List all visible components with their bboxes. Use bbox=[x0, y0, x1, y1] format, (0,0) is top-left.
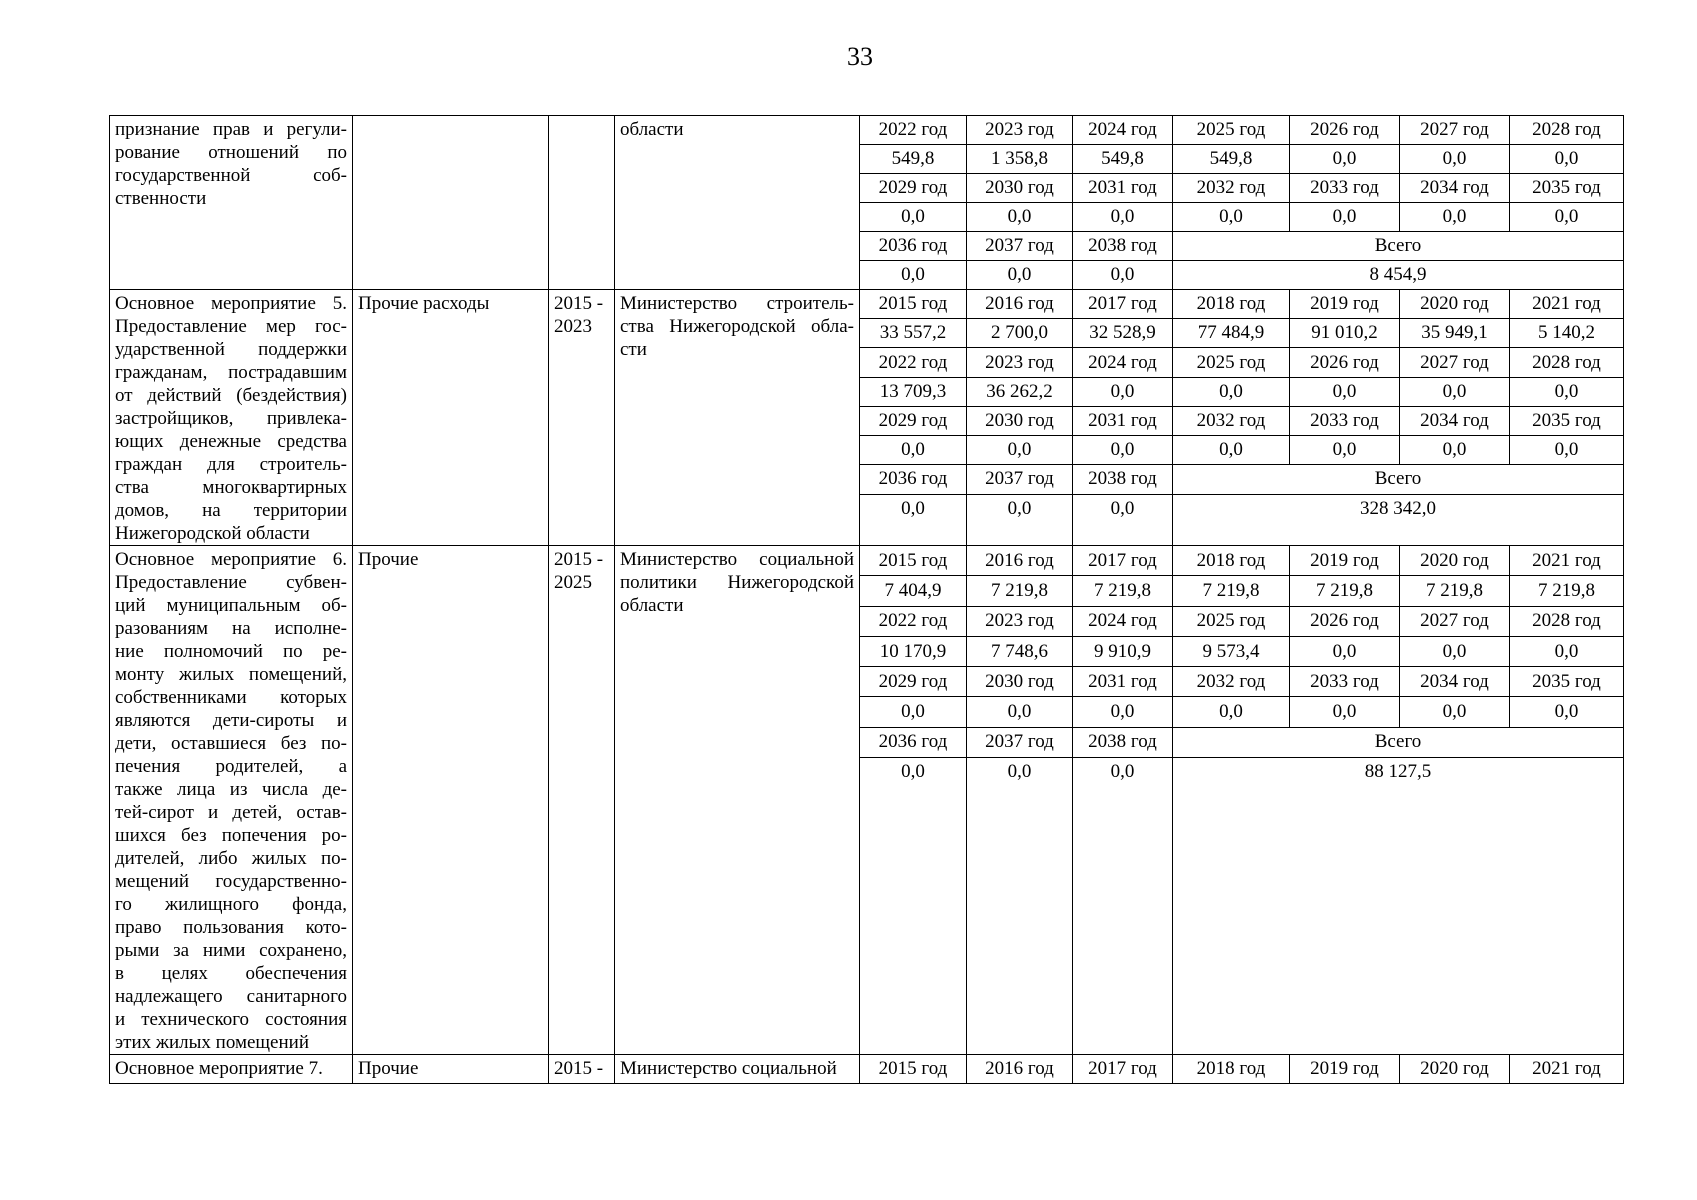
year-header: 2029 год bbox=[860, 174, 967, 203]
year-header: 2019 год bbox=[1290, 290, 1400, 319]
text-line: рыми за ними сохранено, bbox=[115, 940, 347, 961]
page-number: 33 bbox=[847, 42, 873, 71]
year-header: 2021 год bbox=[1510, 546, 1624, 576]
amount-cell: 0,0 bbox=[1290, 636, 1400, 666]
year-header: 2022 год bbox=[860, 348, 967, 377]
year-header: 2027 год bbox=[1400, 606, 1510, 636]
text-line: рование отношений по bbox=[115, 142, 347, 163]
year-header: 2036 год bbox=[860, 232, 967, 261]
year-header: 2015 год bbox=[860, 290, 967, 319]
amount-cell: 0,0 bbox=[967, 758, 1073, 1055]
text-line: дети, оставшиеся без по- bbox=[115, 733, 347, 754]
text-line: граждан для строитель- bbox=[115, 454, 347, 475]
year-header: 2016 год bbox=[967, 290, 1073, 319]
year-header: 2032 год bbox=[1173, 406, 1290, 435]
amount-cell: 0,0 bbox=[1400, 377, 1510, 406]
year-header: 2018 год bbox=[1173, 546, 1290, 576]
text-line: Основное мероприятие 5. bbox=[115, 293, 347, 314]
year-header: 2021 год bbox=[1510, 1055, 1624, 1084]
amount-cell: 7 404,9 bbox=[860, 576, 967, 606]
text-line: ние полномочий по ре- bbox=[115, 641, 347, 662]
amount-cell: 7 748,6 bbox=[967, 636, 1073, 666]
amount-cell: 35 949,1 bbox=[1400, 319, 1510, 348]
text-line: от действий (бездействия) bbox=[115, 385, 347, 406]
amount-cell: 10 170,9 bbox=[860, 636, 967, 666]
text-line: ственности bbox=[115, 188, 207, 209]
total-value: 88 127,5 bbox=[1173, 758, 1624, 1055]
year-header: 2037 год bbox=[967, 727, 1073, 757]
amount-cell: 7 219,8 bbox=[967, 576, 1073, 606]
year-header: 2032 год bbox=[1173, 174, 1290, 203]
text-line: признание прав и регули- bbox=[115, 119, 347, 140]
text-line: политики Нижегородской bbox=[620, 572, 854, 593]
amount-cell: 5 140,2 bbox=[1510, 319, 1624, 348]
year-header: 2020 год bbox=[1400, 546, 1510, 576]
amount-cell: 0,0 bbox=[1073, 494, 1173, 545]
year-header: 2034 год bbox=[1400, 406, 1510, 435]
expense-type-cell bbox=[353, 1055, 549, 1084]
amount-cell: 0,0 bbox=[1400, 697, 1510, 727]
year-header: 2034 год bbox=[1400, 174, 1510, 203]
amount-cell: 0,0 bbox=[1400, 203, 1510, 232]
text-line: в целях обеспечения bbox=[115, 963, 347, 984]
period-cell bbox=[549, 546, 615, 1055]
expense-type-cell bbox=[353, 290, 549, 546]
amount-cell: 549,8 bbox=[860, 145, 967, 174]
text-line: Основное мероприятие 6. bbox=[115, 549, 347, 570]
amount-cell: 0,0 bbox=[1400, 436, 1510, 465]
amount-cell: 0,0 bbox=[1290, 203, 1400, 232]
text-line: домов, на территории bbox=[115, 500, 347, 521]
amount-cell: 0,0 bbox=[1510, 697, 1624, 727]
text-line: дителей, либо жилых по- bbox=[115, 848, 347, 869]
year-header: 2025 год bbox=[1173, 348, 1290, 377]
year-header: 2015 год bbox=[860, 1055, 967, 1084]
text-line: Нижегородской области bbox=[115, 523, 310, 544]
text-line: право пользования кото- bbox=[115, 917, 347, 938]
measure-name-cell bbox=[110, 546, 353, 1055]
amount-cell: 7 219,8 bbox=[1400, 576, 1510, 606]
year-header: 2029 год bbox=[860, 406, 967, 435]
year-header: 2032 год bbox=[1173, 667, 1290, 697]
text-line: Министерство строитель- bbox=[620, 293, 854, 314]
text-line: области bbox=[620, 119, 684, 140]
text-line: ства Нижегородской обла- bbox=[620, 316, 854, 337]
expense-type-cell bbox=[353, 546, 549, 1055]
year-header: 2024 год bbox=[1073, 348, 1173, 377]
total-value: 328 342,0 bbox=[1173, 494, 1624, 545]
year-header: 2031 год bbox=[1073, 174, 1173, 203]
text-line: Министерство социальной bbox=[620, 549, 854, 570]
text-line: тей-сирот и детей, остав- bbox=[115, 802, 347, 823]
year-header: 2016 год bbox=[967, 546, 1073, 576]
measure-name-cell bbox=[110, 290, 353, 546]
year-header: 2029 год bbox=[860, 667, 967, 697]
year-header: 2035 год bbox=[1510, 667, 1624, 697]
text-line: являются дети-сироты и bbox=[115, 710, 347, 731]
amount-cell: 0,0 bbox=[1290, 697, 1400, 727]
year-header: 2033 год bbox=[1290, 667, 1400, 697]
executor-cell bbox=[615, 116, 860, 290]
text-line: 2023 bbox=[554, 316, 592, 337]
year-header: 2033 год bbox=[1290, 406, 1400, 435]
text-line: застройщиков, привлека- bbox=[115, 408, 347, 429]
text-line: Предоставление мер гос- bbox=[115, 316, 347, 337]
amount-cell: 0,0 bbox=[1073, 697, 1173, 727]
amount-cell: 32 528,9 bbox=[1073, 319, 1173, 348]
amount-cell: 0,0 bbox=[1073, 758, 1173, 1055]
text-line: шихся без попечения ро- bbox=[115, 825, 347, 846]
amount-cell: 0,0 bbox=[967, 436, 1073, 465]
amount-cell: 0,0 bbox=[1290, 436, 1400, 465]
amount-cell: 0,0 bbox=[860, 436, 967, 465]
year-header: 2036 год bbox=[860, 727, 967, 757]
year-header: 2024 год bbox=[1073, 116, 1173, 145]
text-line: 2025 bbox=[554, 572, 592, 593]
year-header: 2021 год bbox=[1510, 290, 1624, 319]
amount-cell: 0,0 bbox=[1510, 636, 1624, 666]
amount-cell: 549,8 bbox=[1073, 145, 1173, 174]
year-header: 2019 год bbox=[1290, 546, 1400, 576]
year-header: 2025 год bbox=[1173, 116, 1290, 145]
amount-cell: 0,0 bbox=[860, 261, 967, 290]
year-header: 2017 год bbox=[1073, 1055, 1173, 1084]
amount-cell: 33 557,2 bbox=[860, 319, 967, 348]
text-line: надлежащего санитарного bbox=[115, 986, 347, 1007]
year-header: 2038 год bbox=[1073, 232, 1173, 261]
text-line: 2015 - bbox=[554, 293, 604, 314]
amount-cell: 0,0 bbox=[1510, 377, 1624, 406]
table-row bbox=[110, 546, 1624, 576]
year-header: 2034 год bbox=[1400, 667, 1510, 697]
year-header: 2018 год bbox=[1173, 1055, 1290, 1084]
text-line: 2015 - bbox=[554, 549, 604, 570]
table-row bbox=[110, 116, 1624, 145]
text-line: также лица из числа де- bbox=[115, 779, 347, 800]
year-header: 2028 год bbox=[1510, 116, 1624, 145]
executor-cell bbox=[615, 1055, 860, 1084]
text-line: и технического состояния bbox=[115, 1009, 347, 1030]
text-line: 2015 - bbox=[554, 1058, 604, 1079]
text-line: Основное мероприятие 7. bbox=[115, 1058, 323, 1079]
amount-cell: 0,0 bbox=[1073, 436, 1173, 465]
expense-type: Прочие bbox=[358, 549, 419, 570]
year-header: 2027 год bbox=[1400, 116, 1510, 145]
year-header: 2026 год bbox=[1290, 348, 1400, 377]
amount-cell: 549,8 bbox=[1173, 145, 1290, 174]
amount-cell: 0,0 bbox=[860, 697, 967, 727]
amount-cell: 0,0 bbox=[1400, 145, 1510, 174]
year-header: 2018 год bbox=[1173, 290, 1290, 319]
total-value: 8 454,9 bbox=[1173, 261, 1624, 290]
year-header: 2026 год bbox=[1290, 116, 1400, 145]
text-line: разованиям на исполне- bbox=[115, 618, 347, 639]
amount-cell: 9 910,9 bbox=[1073, 636, 1173, 666]
period-cell bbox=[549, 1055, 615, 1084]
amount-cell: 7 219,8 bbox=[1173, 576, 1290, 606]
year-header: 2028 год bbox=[1510, 348, 1624, 377]
expense-type-cell bbox=[353, 116, 549, 290]
text-line: монту жилых помещений, bbox=[115, 664, 347, 685]
year-header: 2030 год bbox=[967, 174, 1073, 203]
year-header: 2030 год bbox=[967, 406, 1073, 435]
year-header: 2031 год bbox=[1073, 667, 1173, 697]
year-header: 2022 год bbox=[860, 116, 967, 145]
period-cell bbox=[549, 116, 615, 290]
expense-type bbox=[353, 116, 548, 118]
amount-cell: 0,0 bbox=[967, 697, 1073, 727]
text-line: печения родителей, а bbox=[115, 756, 347, 777]
year-header: 2028 год bbox=[1510, 606, 1624, 636]
amount-cell: 0,0 bbox=[967, 261, 1073, 290]
amount-cell: 0,0 bbox=[1510, 203, 1624, 232]
year-header: 2025 год bbox=[1173, 606, 1290, 636]
text-line: ударственной поддержки bbox=[115, 339, 347, 360]
measure-name-cell bbox=[110, 116, 353, 290]
year-header: 2036 год bbox=[860, 465, 967, 494]
year-header: 2027 год bbox=[1400, 348, 1510, 377]
text-line: го жилищного фонда, bbox=[115, 894, 347, 915]
period-cell bbox=[549, 290, 615, 546]
amount-cell: 0,0 bbox=[860, 494, 967, 545]
amount-cell: 0,0 bbox=[1290, 145, 1400, 174]
year-header: 2037 год bbox=[967, 465, 1073, 494]
text-line: Министерство социальной bbox=[620, 1058, 837, 1079]
year-header: 2017 год bbox=[1073, 290, 1173, 319]
text-line: Предоставление субвен- bbox=[115, 572, 347, 593]
amount-cell: 0,0 bbox=[1073, 203, 1173, 232]
year-header: 2017 год bbox=[1073, 546, 1173, 576]
executor-cell bbox=[615, 290, 860, 546]
amount-cell: 0,0 bbox=[967, 203, 1073, 232]
amount-cell: 9 573,4 bbox=[1173, 636, 1290, 666]
year-header: 2016 год bbox=[967, 1055, 1073, 1084]
amount-cell: 0,0 bbox=[1073, 261, 1173, 290]
text-line: гражданам, пострадавшим bbox=[115, 362, 347, 383]
amount-cell: 0,0 bbox=[967, 494, 1073, 545]
text-line: мещений государственно- bbox=[115, 871, 347, 892]
year-header: 2038 год bbox=[1073, 465, 1173, 494]
year-header: 2023 год bbox=[967, 606, 1073, 636]
year-header: 2023 год bbox=[967, 348, 1073, 377]
amount-cell: 0,0 bbox=[1173, 377, 1290, 406]
text-line: области bbox=[620, 595, 684, 616]
table-row bbox=[110, 1055, 1624, 1084]
amount-cell: 7 219,8 bbox=[1290, 576, 1400, 606]
amount-cell: 0,0 bbox=[1173, 697, 1290, 727]
year-header: 2020 год bbox=[1400, 290, 1510, 319]
year-header: 2015 год bbox=[860, 546, 967, 576]
amount-cell: 13 709,3 bbox=[860, 377, 967, 406]
amount-cell: 0,0 bbox=[1073, 377, 1173, 406]
year-header: 2026 год bbox=[1290, 606, 1400, 636]
year-header: 2035 год bbox=[1510, 406, 1624, 435]
year-header: 2035 год bbox=[1510, 174, 1624, 203]
amount-cell: 91 010,2 bbox=[1290, 319, 1400, 348]
year-header: 2024 год bbox=[1073, 606, 1173, 636]
expense-type: Прочие расходы bbox=[358, 293, 490, 314]
amount-cell: 0,0 bbox=[1400, 636, 1510, 666]
text-line: ющих денежные средства bbox=[115, 431, 347, 452]
year-header: 2030 год bbox=[967, 667, 1073, 697]
text-line: собственниками которых bbox=[115, 687, 347, 708]
year-header: 2031 год bbox=[1073, 406, 1173, 435]
expense-type: Прочие bbox=[358, 1058, 419, 1079]
executor-cell bbox=[615, 546, 860, 1055]
amount-cell: 7 219,8 bbox=[1510, 576, 1624, 606]
year-header: 2020 год bbox=[1400, 1055, 1510, 1084]
year-header: 2022 год bbox=[860, 606, 967, 636]
text-line: ций муниципальным об- bbox=[115, 595, 347, 616]
amount-cell: 0,0 bbox=[1173, 436, 1290, 465]
text-line: этих жилых помещений bbox=[115, 1032, 309, 1053]
amount-cell: 77 484,9 bbox=[1173, 319, 1290, 348]
year-header: 2023 год bbox=[967, 116, 1073, 145]
amount-cell: 0,0 bbox=[860, 203, 967, 232]
amount-cell: 0,0 bbox=[1290, 377, 1400, 406]
year-header: 2037 год bbox=[967, 232, 1073, 261]
amount-cell: 0,0 bbox=[1510, 436, 1624, 465]
total-label: Всего bbox=[1173, 465, 1624, 494]
amount-cell: 0,0 bbox=[860, 758, 967, 1055]
amount-cell: 0,0 bbox=[1510, 145, 1624, 174]
amount-cell: 0,0 bbox=[1173, 203, 1290, 232]
text-line: ства многоквартирных bbox=[115, 477, 347, 498]
total-label: Всего bbox=[1173, 232, 1624, 261]
text-line: сти bbox=[620, 339, 647, 360]
amount-cell: 36 262,2 bbox=[967, 377, 1073, 406]
amount-cell: 7 219,8 bbox=[1073, 576, 1173, 606]
table-row bbox=[110, 290, 1624, 319]
year-header: 2019 год bbox=[1290, 1055, 1400, 1084]
budget-table bbox=[109, 115, 1624, 1084]
total-label: Всего bbox=[1173, 727, 1624, 757]
measure-name-cell bbox=[110, 1055, 353, 1084]
amount-cell: 2 700,0 bbox=[967, 319, 1073, 348]
year-header: 2038 год bbox=[1073, 727, 1173, 757]
amount-cell: 1 358,8 bbox=[967, 145, 1073, 174]
year-header: 2033 год bbox=[1290, 174, 1400, 203]
text-line: государственной соб- bbox=[115, 165, 347, 186]
